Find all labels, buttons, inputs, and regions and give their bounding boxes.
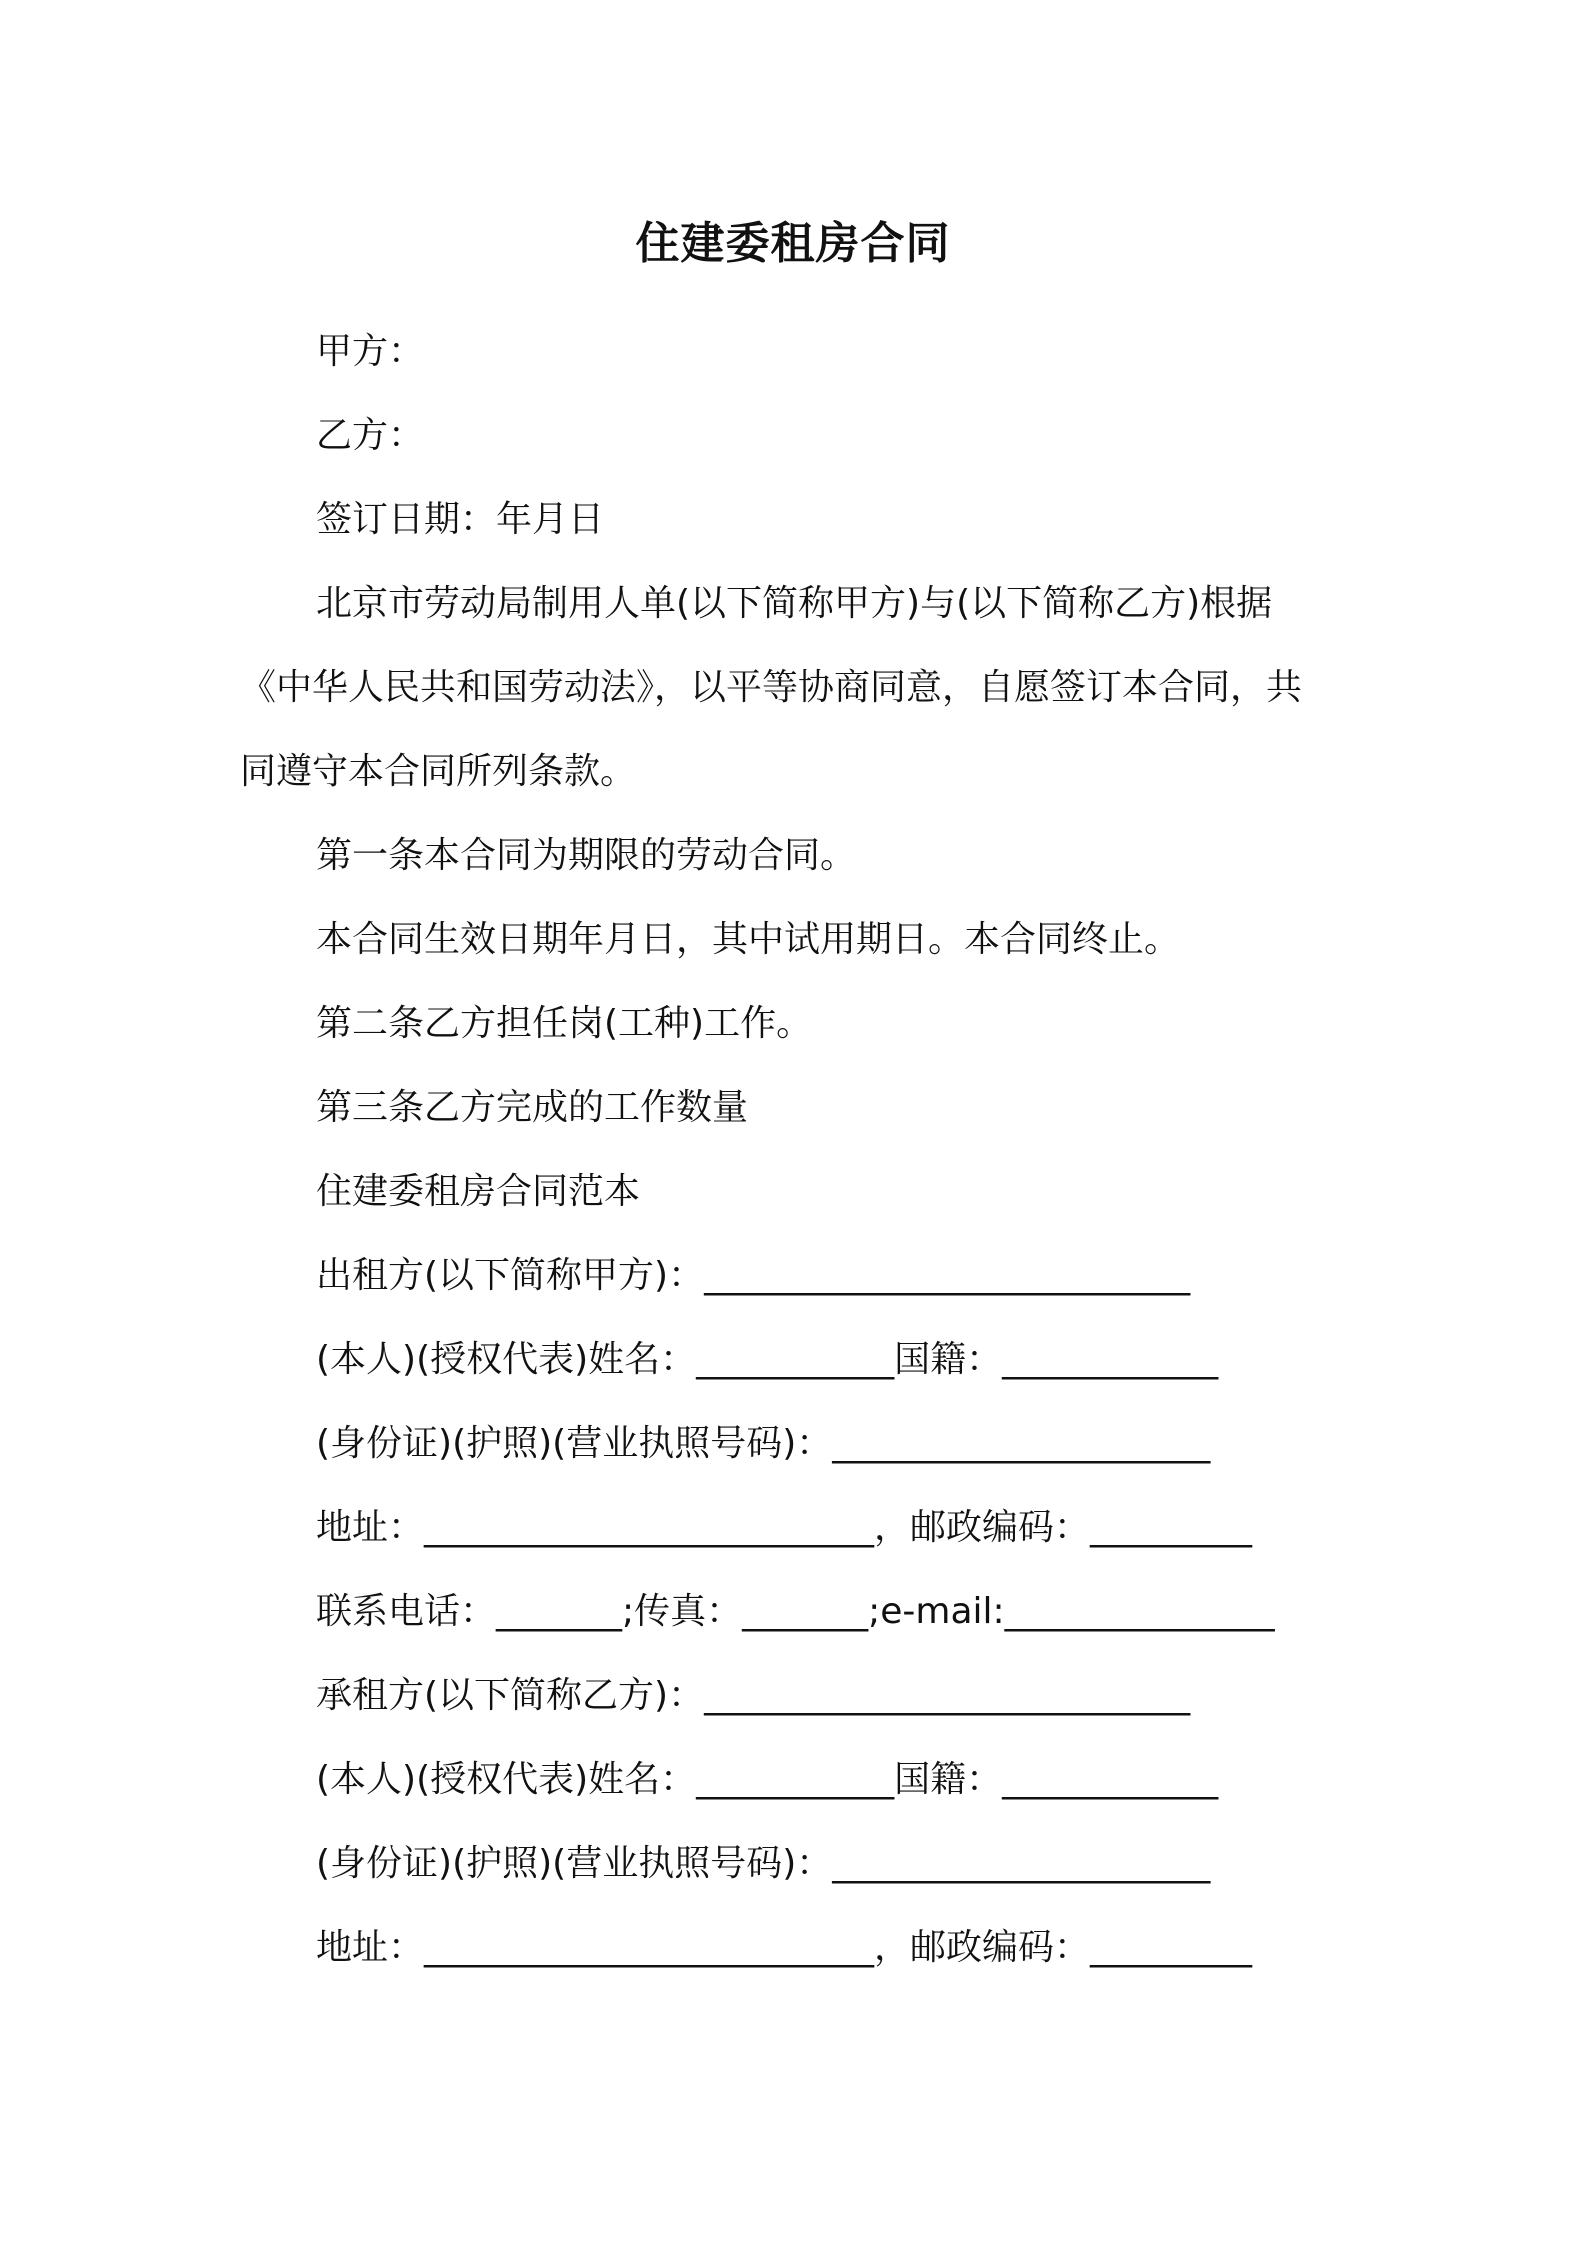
lessor-address-line: 地址：_________________________，邮政编码：_________	[316, 1507, 1253, 1548]
article-3: 第三条乙方完成的工作数量	[316, 1087, 749, 1128]
contact-line: 联系电话：_______;传真：_______;e-mail:_______________	[316, 1591, 1275, 1632]
party-a-line: 甲方：	[316, 331, 425, 372]
article-2: 第二条乙方担任岗(工种)工作。	[316, 1003, 813, 1044]
lessee-id-line: (身份证)(护照)(营业执照号码)：_____________________	[316, 1843, 1211, 1884]
lessor-name-line: (本人)(授权代表)姓名：___________国籍：____________	[316, 1339, 1219, 1380]
sign-date-line: 签订日期：年月日	[316, 499, 605, 540]
intro-line-3: 同遵守本合同所列条款。	[240, 751, 637, 792]
lessee-address-line: 地址：_________________________，邮政编码：_________	[316, 1927, 1253, 1968]
intro-line-1: 北京市劳动局制用人单(以下简称甲方)与(以下简称乙方)根据	[316, 583, 1273, 624]
effective-date-line: 本合同生效日期年月日，其中试用期日。本合同终止。	[316, 919, 1181, 960]
intro-line-2: 《中华人民共和国劳动法》，以平等协商同意，自愿签订本合同，共	[240, 667, 1303, 708]
article-1: 第一条本合同为期限的劳动合同。	[316, 835, 857, 876]
document-title: 住建委租房合同	[635, 218, 951, 269]
lessor-line: 出租方(以下简称甲方)：___________________________	[316, 1255, 1191, 1296]
lessor-id-line: (身份证)(护照)(营业执照号码)：_____________________	[316, 1423, 1211, 1464]
party-b-line: 乙方：	[316, 415, 425, 456]
template-title: 住建委租房合同范本	[316, 1171, 641, 1212]
lessee-line: 承租方(以下简称乙方)：___________________________	[316, 1675, 1191, 1716]
lessee-name-line: (本人)(授权代表)姓名：___________国籍：____________	[316, 1759, 1219, 1800]
